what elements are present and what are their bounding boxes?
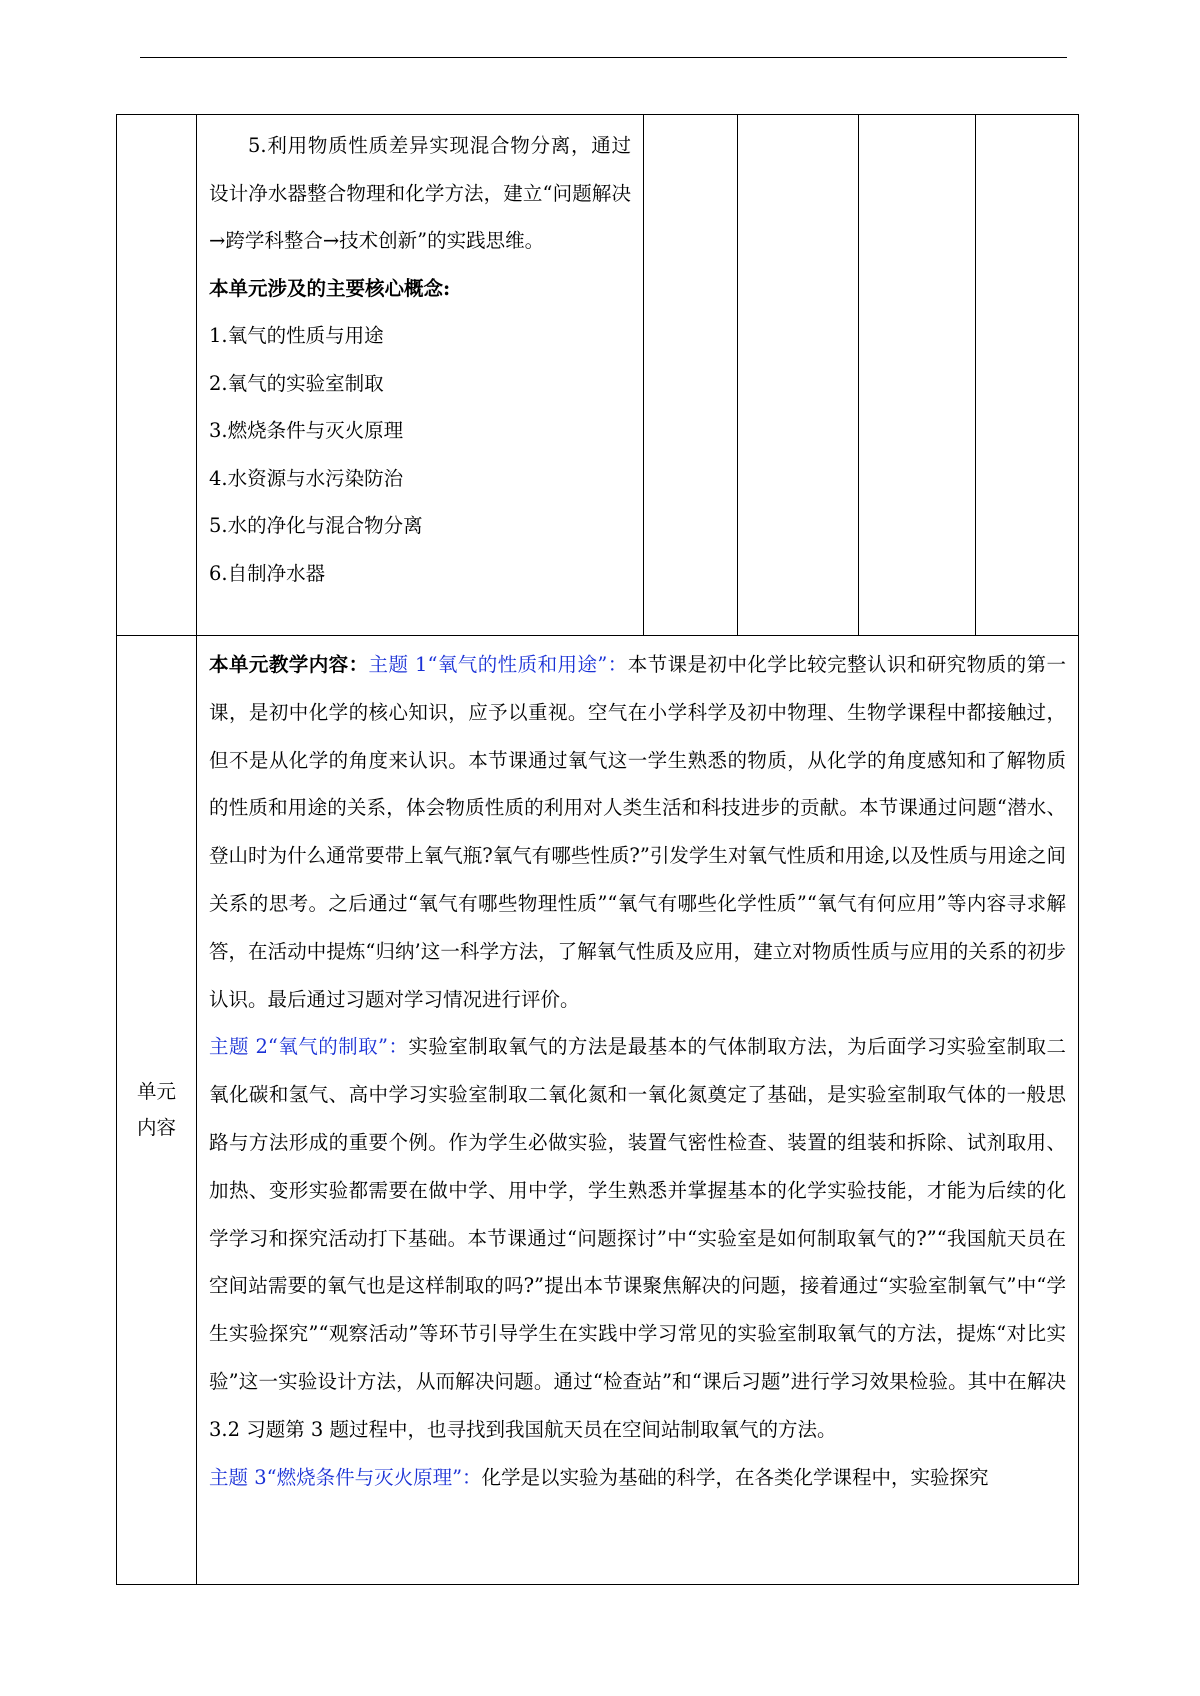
topic2-paragraph [209, 1023, 1066, 1453]
concepts-cell [197, 115, 644, 636]
topic3-paragraph [209, 1454, 1066, 1502]
core-concepts-heading: 本单元涉及的主要核心概念: [209, 276, 451, 300]
topic2-title: 主题 2“氧气的制取”： [209, 1035, 409, 1059]
topic2-text: 实验室制取氧气的方法是最基本的气体制取方法，为后面学习实验室制取二氧化碳和氢气、高中学习实验室制取二氧化氮和一氧化氮奠定了基础，是实验室制取气体的一般思路与方法形成的重要个例。作为学生必做实验，装置气密性检查、装置的组装和拆除、试剂取用、加热、变形实验都需要在做中学、用中学，学生熟悉并掌握基本的化学实验技能，才能为后续的化学学习和探究活动打下基础。本节课通过“问题探讨”中“实验室是如何制取氧气的?”“我国航天员在空间站需要的氧气也是这样制取的吗?”提出本节课聚焦解决的问题，接着通过“实验室制氧气”中“学生实验探究”“观察活动”等环节引导学生在实践中学习常见的实验室制取氧气的方法，提炼“对比实验”这一实验设计方法，从而解决问题。通过“检查站”和“课后习题”进行学习效果检验。其中在解决 3.2 习题第 3 题过程中，也寻找到我国航天员在空间站制取氧气的方法。 [209, 1035, 1066, 1441]
topic3-title: 主题 3“燃烧条件与灭火原理”： [209, 1465, 482, 1489]
concept-item: 3.燃烧条件与灭火原理 [209, 419, 404, 442]
concept-item: 1.氧气的性质与用途 [209, 324, 384, 347]
topic3-text: 化学是以实验为基础的科学，在各类化学课程中，实验探究 [481, 1465, 989, 1489]
concept-item: 4.水资源与水污染防治 [209, 466, 404, 490]
table-row-concepts [117, 115, 1079, 636]
row-label-unit-content: 单元内容 [136, 1080, 176, 1139]
label-cell [117, 636, 197, 1585]
label-cell-empty [117, 115, 197, 636]
topic1-title: 主题 1“氧气的性质和用途”： [368, 653, 628, 676]
concept-item: 6.自制净水器 [209, 561, 326, 585]
unit-plan-table [116, 114, 1079, 1585]
topic1-paragraph [209, 641, 1066, 1023]
empty-cell [644, 115, 738, 636]
goal-item-5: 5.利用物质性质差异实现混合物分离，通过设计净水器整合物理和化学方法，建立“问题解决→跨学科整合→技术创新”的实践思维。 [209, 134, 631, 252]
unit-content-cell [197, 636, 1079, 1585]
header-rule [140, 57, 1067, 58]
empty-cell [738, 115, 859, 636]
topic1-text: 本节课是初中化学比较完整认识和研究物质的第一课，是初中化学的核心知识，应予以重视。空气在小学科学及初中物理、生物学课程中都接触过，但不是从化学的角度来认识。本节课通过氧气这一学生熟悉的物质，从化学的角度感知和了解物质的性质和用途的关系，体会物质性质的利用对人类生活和科技进步的贡献。本节课通过问题“潜水、登山时为什么通常要带上氧气瓶?氧气有哪些性质?”引发学生对氧气性质和用途,以及性质与用途之间关系的思考。之后通过“氧气有哪些物理性质”“氧气有哪些化学性质”“氧气有何应用”等内容寻求解答，在活动中提炼“归纳’这一科学方法，了解氧气性质及应用，建立对物质性质与应用的关系的初步认识。最后通过习题对学习情况进行评价。 [209, 653, 1066, 1011]
empty-cell [976, 115, 1079, 636]
intro-label: 本单元教学内容： [209, 653, 369, 676]
empty-cell [859, 115, 976, 636]
concept-item: 2.氧气的实验室制取 [209, 371, 384, 395]
concept-item: 5.水的净化与混合物分离 [209, 514, 423, 537]
table-row-unit-content [117, 636, 1079, 1585]
